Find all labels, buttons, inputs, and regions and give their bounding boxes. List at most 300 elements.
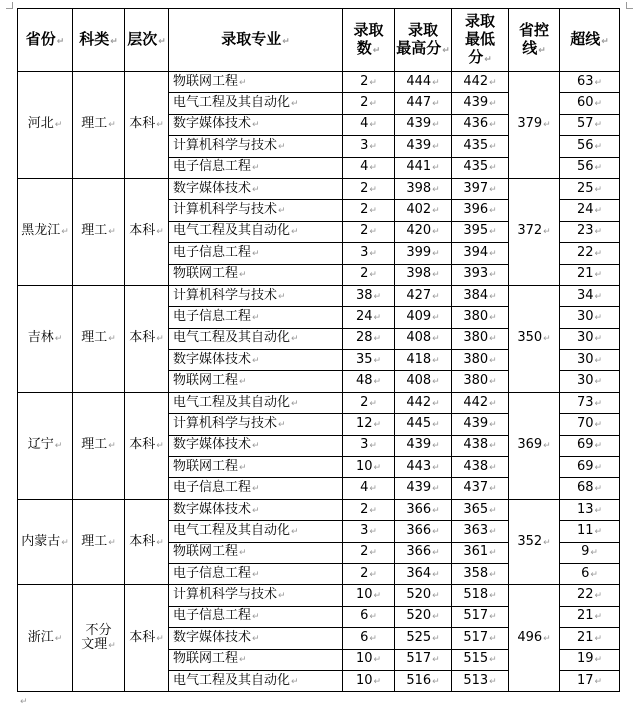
level-cell: 本科↵ — [125, 178, 169, 285]
paragraph-return-icon: ↵ — [110, 36, 118, 47]
level-cell: 本科↵ — [125, 72, 169, 179]
min-score-cell: 395↵ — [452, 221, 509, 242]
paragraph-return-icon: ↵ — [369, 270, 377, 281]
paragraph-return-icon: ↵ — [156, 537, 164, 548]
province-cell: 内蒙古↵ — [18, 499, 73, 585]
major-cell: 物联网工程↵ — [169, 264, 343, 285]
major-cell: 数字媒体技术↵ — [169, 499, 343, 520]
paragraph-return-icon: ↵ — [594, 291, 603, 302]
paragraph-return-icon: ↵ — [594, 163, 603, 174]
min-score-cell: 397↵ — [452, 178, 509, 199]
major-cell: 电子信息工程↵ — [169, 478, 343, 499]
max-score-cell: 366↵ — [395, 521, 452, 542]
max-score-cell: 399↵ — [395, 243, 452, 264]
category-cell: 不分 文理↵ — [73, 585, 125, 692]
paragraph-return-icon: ↵ — [432, 441, 440, 452]
paragraph-return-icon: ↵ — [489, 355, 497, 366]
paragraph-return-icon: ↵ — [594, 184, 603, 195]
paragraph-return-icon: ↵ — [369, 77, 377, 88]
paragraph-return-icon: ↵ — [373, 591, 382, 602]
paragraph-return-icon: ↵ — [158, 36, 166, 47]
paragraph-return-icon: ↵ — [432, 612, 440, 623]
paragraph-return-icon: ↵ — [252, 441, 260, 452]
min-score-cell: 438↵ — [452, 435, 509, 456]
paragraph-return-icon: ↵ — [369, 120, 377, 131]
paragraph-return-icon: ↵ — [601, 36, 609, 47]
max-score-cell: 398↵ — [395, 264, 452, 285]
max-score-cell: 442↵ — [395, 392, 452, 413]
max-score-cell: 402↵ — [395, 200, 452, 221]
control-line-cell: 369↵ — [509, 392, 560, 499]
min-score-cell: 442↵ — [452, 392, 509, 413]
paragraph-return-icon: ↵ — [489, 591, 497, 602]
max-score-cell: 439↵ — [395, 478, 452, 499]
paragraph-return-icon: ↵ — [489, 419, 497, 430]
paragraph-return-icon: ↵ — [543, 227, 551, 238]
max-score-cell: 520↵ — [395, 585, 452, 606]
max-score-cell: 408↵ — [395, 328, 452, 349]
count-cell: 10↵ — [343, 670, 395, 691]
paragraph-return-icon: ↵ — [489, 441, 497, 452]
count-cell: 10↵ — [343, 649, 395, 670]
over-line-cell: 60↵ — [560, 93, 620, 114]
paragraph-return-icon: ↵ — [373, 355, 382, 366]
paragraph-return-icon: ↵ — [369, 163, 377, 174]
paragraph-return-icon: ↵ — [489, 163, 497, 174]
paragraph-return-icon: ↵ — [489, 569, 497, 580]
paragraph-return-icon: ↵ — [594, 419, 603, 430]
control-line-cell: 372↵ — [509, 178, 560, 285]
paragraph-return-icon: ↵ — [489, 526, 497, 537]
paragraph-return-icon: ↵ — [432, 655, 440, 666]
max-score-cell: 520↵ — [395, 606, 452, 627]
min-score-cell: 396↵ — [452, 200, 509, 221]
max-score-cell: 525↵ — [395, 628, 452, 649]
paragraph-return-icon: ↵ — [252, 184, 260, 195]
province-cell: 河北↵ — [18, 72, 73, 179]
paragraph-return-icon: ↵ — [432, 526, 440, 537]
paragraph-return-icon: ↵ — [432, 505, 440, 516]
paragraph-return-icon: ↵ — [432, 141, 440, 152]
paragraph-return-icon: ↵ — [543, 334, 551, 345]
max-score-cell: 409↵ — [395, 307, 452, 328]
over-line-cell: 63↵ — [560, 72, 620, 93]
category-cell: 理工↵ — [73, 392, 125, 499]
paragraph-return-icon: ↵ — [156, 441, 164, 452]
max-score-cell: 366↵ — [395, 499, 452, 520]
paragraph-return-icon: ↵ — [543, 120, 551, 131]
max-score-cell: 517↵ — [395, 649, 452, 670]
count-cell: 4↵ — [343, 114, 395, 135]
count-cell: 3↵ — [343, 521, 395, 542]
control-line-cell: 379↵ — [509, 72, 560, 179]
count-cell: 10↵ — [343, 585, 395, 606]
count-cell: 2↵ — [343, 499, 395, 520]
major-cell: 物联网工程↵ — [169, 457, 343, 478]
count-cell: 2↵ — [343, 392, 395, 413]
paragraph-return-icon: ↵ — [432, 227, 440, 238]
max-score-cell: 420↵ — [395, 221, 452, 242]
major-cell: 电气工程及其自动化↵ — [169, 328, 343, 349]
paragraph-return-icon: ↵ — [543, 633, 551, 644]
major-cell: 物联网工程↵ — [169, 72, 343, 93]
count-cell: 2↵ — [343, 563, 395, 584]
major-cell: 电气工程及其自动化↵ — [169, 93, 343, 114]
paragraph-return-icon: ↵ — [54, 441, 63, 452]
over-line-cell: 30↵ — [560, 371, 620, 392]
paragraph-return-icon: ↵ — [291, 526, 299, 537]
paragraph-return-icon: ↵ — [432, 569, 440, 580]
count-cell: 3↵ — [343, 136, 395, 157]
paragraph-return-icon: ↵ — [538, 45, 546, 56]
paragraph-return-icon: ↵ — [369, 484, 377, 495]
paragraph-return-icon: ↵ — [489, 141, 497, 152]
major-cell: 数字媒体技术↵ — [169, 178, 343, 199]
paragraph-return-icon: ↵ — [239, 77, 247, 88]
paragraph-return-icon: ↵ — [291, 99, 299, 110]
major-cell: 计算机科学与技术↵ — [169, 285, 343, 306]
header-level: 层次↵ — [125, 9, 169, 72]
paragraph-return-icon: ↵ — [489, 312, 497, 323]
paragraph-return-icon: ↵ — [432, 548, 440, 559]
paragraph-return-icon: ↵ — [594, 141, 603, 152]
paragraph-return-icon: ↵ — [489, 99, 497, 110]
min-score-cell: 380↵ — [452, 328, 509, 349]
over-line-cell: 70↵ — [560, 414, 620, 435]
count-cell: 24↵ — [343, 307, 395, 328]
header-over-line: 超线↵ — [560, 9, 620, 72]
paragraph-return-icon: ↵ — [432, 484, 440, 495]
paragraph-return-icon: ↵ — [594, 505, 603, 516]
count-cell: 38↵ — [343, 285, 395, 306]
paragraph-return-icon: ↵ — [594, 355, 603, 366]
paragraph-return-icon: ↵ — [432, 419, 440, 430]
max-score-cell: 418↵ — [395, 350, 452, 371]
paragraph-return-icon: ↵ — [489, 227, 497, 238]
paragraph-return-icon: ↵ — [489, 612, 497, 623]
min-score-cell: 363↵ — [452, 521, 509, 542]
major-cell: 电子信息工程↵ — [169, 157, 343, 178]
paragraph-return-icon: ↵ — [373, 462, 382, 473]
max-score-cell: 447↵ — [395, 93, 452, 114]
paragraph-return-icon: ↵ — [252, 163, 260, 174]
paragraph-return-icon: ↵ — [369, 633, 377, 644]
paragraph-return-icon: ↵ — [291, 676, 299, 687]
province-cell: 浙江↵ — [18, 585, 73, 692]
paragraph-return-icon: ↵ — [489, 120, 497, 131]
major-cell: 数字媒体技术↵ — [169, 628, 343, 649]
count-cell: 2↵ — [343, 221, 395, 242]
header-category: 科类↵ — [73, 9, 125, 72]
paragraph-return-icon: ↵ — [489, 676, 497, 687]
max-score-cell: 427↵ — [395, 285, 452, 306]
major-cell: 电气工程及其自动化↵ — [169, 670, 343, 691]
header-row — [18, 9, 620, 72]
table-row — [18, 499, 620, 520]
max-score-cell: 516↵ — [395, 670, 452, 691]
major-cell: 计算机科学与技术↵ — [169, 585, 343, 606]
paragraph-return-icon: ↵ — [108, 441, 116, 452]
min-score-cell: 442↵ — [452, 72, 509, 93]
count-cell: 3↵ — [343, 435, 395, 456]
over-line-cell: 24↵ — [560, 200, 620, 221]
count-cell: 2↵ — [343, 93, 395, 114]
count-cell: 48↵ — [343, 371, 395, 392]
paragraph-return-icon: ↵ — [432, 462, 440, 473]
paragraph-return-icon: ↵ — [54, 633, 63, 644]
count-cell: 6↵ — [343, 606, 395, 627]
count-cell: 3↵ — [343, 243, 395, 264]
paragraph-return-icon: ↵ — [108, 537, 116, 548]
over-line-cell: 30↵ — [560, 350, 620, 371]
paragraph-return-icon: ↵ — [239, 462, 247, 473]
paragraph-return-icon: ↵ — [373, 291, 382, 302]
paragraph-return-icon: ↵ — [369, 526, 377, 537]
paragraph-return-icon: ↵ — [489, 291, 497, 302]
page-corner-mark-top-right — [626, 2, 633, 9]
paragraph-return-icon: ↵ — [156, 334, 164, 345]
major-cell: 电气工程及其自动化↵ — [169, 392, 343, 413]
header-min-score: 录取 最低 分↵ — [452, 9, 509, 72]
major-cell: 计算机科学与技术↵ — [169, 200, 343, 221]
paragraph-return-icon: ↵ — [594, 99, 603, 110]
min-score-cell: 518↵ — [452, 585, 509, 606]
count-cell: 2↵ — [343, 178, 395, 199]
major-cell: 电气工程及其自动化↵ — [169, 221, 343, 242]
paragraph-return-icon: ↵ — [432, 163, 440, 174]
header-count: 录取 数↵ — [343, 9, 395, 72]
paragraph-return-icon: ↵ — [108, 640, 116, 651]
paragraph-return-icon: ↵ — [369, 398, 377, 409]
paragraph-return-icon: ↵ — [156, 227, 164, 238]
paragraph-return-icon: ↵ — [252, 484, 260, 495]
paragraph-return-icon: ↵ — [489, 398, 497, 409]
paragraph-return-icon: ↵ — [489, 377, 497, 388]
paragraph-return-icon: ↵ — [594, 206, 603, 217]
paragraph-return-icon: ↵ — [291, 227, 299, 238]
paragraph-return-icon: ↵ — [369, 206, 377, 217]
paragraph-return-icon: ↵ — [594, 526, 603, 537]
paragraph-return-icon: ↵ — [369, 184, 377, 195]
major-cell: 电子信息工程↵ — [169, 563, 343, 584]
paragraph-return-icon: ↵ — [489, 548, 497, 559]
paragraph-return-icon: ↵ — [372, 45, 381, 56]
paragraph-return-icon: ↵ — [61, 537, 69, 548]
paragraph-return-icon: ↵ — [594, 77, 603, 88]
major-cell: 数字媒体技术↵ — [169, 350, 343, 371]
major-cell: 电子信息工程↵ — [169, 243, 343, 264]
paragraph-return-icon: ↵ — [252, 569, 260, 580]
major-cell: 电子信息工程↵ — [169, 307, 343, 328]
min-score-cell: 380↵ — [452, 350, 509, 371]
over-line-cell: 69↵ — [560, 457, 620, 478]
category-cell: 理工↵ — [73, 285, 125, 392]
min-score-cell: 436↵ — [452, 114, 509, 135]
level-cell: 本科↵ — [125, 392, 169, 499]
paragraph-return-icon: ↵ — [594, 676, 603, 687]
paragraph-return-icon: ↵ — [594, 462, 603, 473]
paragraph-return-icon: ↵ — [543, 537, 551, 548]
major-cell: 计算机科学与技术↵ — [169, 414, 343, 435]
count-cell: 10↵ — [343, 457, 395, 478]
over-line-cell: 21↵ — [560, 606, 620, 627]
count-cell: 4↵ — [343, 157, 395, 178]
over-line-cell: 11↵ — [560, 521, 620, 542]
table-row — [18, 392, 620, 413]
over-line-cell: 25↵ — [560, 178, 620, 199]
paragraph-return-icon: ↵ — [489, 206, 497, 217]
paragraph-return-icon: ↵ — [373, 334, 382, 345]
min-score-cell: 365↵ — [452, 499, 509, 520]
paragraph-return-icon: ↵ — [373, 377, 382, 388]
paragraph-return-icon: ↵ — [432, 270, 440, 281]
paragraph-return-icon: ↵ — [278, 141, 286, 152]
paragraph-return-icon: ↵ — [252, 120, 260, 131]
province-cell: 黑龙江↵ — [18, 178, 73, 285]
paragraph-return-icon: ↵ — [239, 655, 247, 666]
min-score-cell: 358↵ — [452, 563, 509, 584]
min-score-cell: 361↵ — [452, 542, 509, 563]
paragraph-return-icon: ↵ — [432, 398, 440, 409]
max-score-cell: 443↵ — [395, 457, 452, 478]
over-line-cell: 13↵ — [560, 499, 620, 520]
paragraph-return-icon: ↵ — [278, 591, 286, 602]
paragraph-return-icon: ↵ — [432, 206, 440, 217]
paragraph-return-icon: ↵ — [432, 355, 440, 366]
over-line-cell: 57↵ — [560, 114, 620, 135]
paragraph-return-icon: ↵ — [156, 633, 164, 644]
paragraph-return-icon: ↵ — [489, 184, 497, 195]
level-cell: 本科↵ — [125, 585, 169, 692]
major-cell: 物联网工程↵ — [169, 371, 343, 392]
table-row — [18, 72, 620, 93]
paragraph-return-icon: ↵ — [252, 612, 260, 623]
paragraph-return-icon: ↵ — [432, 633, 440, 644]
paragraph-return-icon: ↵ — [432, 334, 440, 345]
paragraph-return-icon: ↵ — [489, 334, 497, 345]
over-line-cell: 34↵ — [560, 285, 620, 306]
min-score-cell: 438↵ — [452, 457, 509, 478]
paragraph-return-icon: ↵ — [489, 270, 497, 281]
paragraph-return-icon: ↵ — [156, 120, 164, 131]
over-line-cell: 17↵ — [560, 670, 620, 691]
paragraph-return-icon: ↵ — [239, 377, 247, 388]
paragraph-return-icon: ↵ — [432, 120, 440, 131]
paragraph-return-icon: ↵ — [369, 99, 377, 110]
count-cell: 28↵ — [343, 328, 395, 349]
min-score-cell: 435↵ — [452, 136, 509, 157]
paragraph-return-icon: ↵ — [432, 248, 440, 259]
control-line-cell: 350↵ — [509, 285, 560, 392]
header-max-score: 录取 最高分↵ — [395, 9, 452, 72]
over-line-cell: 30↵ — [560, 307, 620, 328]
major-cell: 电气工程及其自动化↵ — [169, 521, 343, 542]
paragraph-return-icon: ↵ — [252, 633, 260, 644]
paragraph-return-icon: ↵ — [373, 312, 382, 323]
paragraph-return-icon: ↵ — [590, 569, 598, 580]
paragraph-return-icon: ↵ — [594, 591, 603, 602]
major-cell: 数字媒体技术↵ — [169, 114, 343, 135]
paragraph-return-icon: ↵ — [20, 697, 28, 707]
over-line-cell: 30↵ — [560, 328, 620, 349]
count-cell: 12↵ — [343, 414, 395, 435]
max-score-cell: 444↵ — [395, 72, 452, 93]
over-line-cell: 19↵ — [560, 649, 620, 670]
paragraph-return-icon: ↵ — [282, 36, 290, 47]
major-cell: 物联网工程↵ — [169, 542, 343, 563]
paragraph-return-icon: ↵ — [369, 441, 377, 452]
over-line-cell: 23↵ — [560, 221, 620, 242]
paragraph-return-icon: ↵ — [291, 398, 299, 409]
over-line-cell: 21↵ — [560, 628, 620, 649]
over-line-cell: 73↵ — [560, 392, 620, 413]
paragraph-return-icon: ↵ — [594, 655, 603, 666]
min-score-cell: 439↵ — [452, 93, 509, 114]
paragraph-return-icon: ↵ — [369, 227, 377, 238]
max-score-cell: 366↵ — [395, 542, 452, 563]
max-score-cell: 439↵ — [395, 114, 452, 135]
min-score-cell: 394↵ — [452, 243, 509, 264]
paragraph-return-icon: ↵ — [432, 99, 440, 110]
paragraph-return-icon: ↵ — [489, 505, 497, 516]
max-score-cell: 408↵ — [395, 371, 452, 392]
min-score-cell: 517↵ — [452, 628, 509, 649]
paragraph-return-icon: ↵ — [373, 676, 382, 687]
paragraph-return-icon: ↵ — [594, 248, 603, 259]
max-score-cell: 445↵ — [395, 414, 452, 435]
paragraph-return-icon: ↵ — [594, 120, 603, 131]
paragraph-return-icon: ↵ — [594, 227, 603, 238]
max-score-cell: 364↵ — [395, 563, 452, 584]
paragraph-return-icon: ↵ — [594, 612, 603, 623]
paragraph-return-icon: ↵ — [278, 291, 286, 302]
over-line-cell: 22↵ — [560, 585, 620, 606]
paragraph-return-icon: ↵ — [594, 398, 603, 409]
over-line-cell: 69↵ — [560, 435, 620, 456]
header-major: 录取专业↵ — [169, 9, 343, 72]
over-line-cell: 21↵ — [560, 264, 620, 285]
major-cell: 数字媒体技术↵ — [169, 435, 343, 456]
level-cell: 本科↵ — [125, 499, 169, 585]
over-line-cell: 56↵ — [560, 136, 620, 157]
max-score-cell: 439↵ — [395, 136, 452, 157]
paragraph-return-icon: ↵ — [432, 312, 440, 323]
count-cell: 35↵ — [343, 350, 395, 371]
header-province: 省份↵ — [18, 9, 73, 72]
paragraph-return-icon: ↵ — [239, 548, 247, 559]
paragraph-return-icon: ↵ — [373, 655, 382, 666]
paragraph-return-icon: ↵ — [369, 141, 377, 152]
min-score-cell: 439↵ — [452, 414, 509, 435]
major-cell: 物联网工程↵ — [169, 649, 343, 670]
min-score-cell: 515↵ — [452, 649, 509, 670]
paragraph-return-icon: ↵ — [594, 633, 603, 644]
paragraph-return-icon: ↵ — [239, 270, 247, 281]
count-cell: 4↵ — [343, 478, 395, 499]
paragraph-return-icon: ↵ — [432, 77, 440, 88]
paragraph-return-icon: ↵ — [369, 248, 377, 259]
page-corner-mark-top-left — [6, 2, 13, 9]
paragraph-return-icon: ↵ — [252, 248, 260, 259]
min-score-cell: 437↵ — [452, 478, 509, 499]
paragraph-return-icon: ↵ — [484, 54, 492, 65]
over-line-cell: 22↵ — [560, 243, 620, 264]
paragraph-return-icon: ↵ — [594, 312, 603, 323]
paragraph-return-icon: ↵ — [369, 505, 377, 516]
major-cell: 电子信息工程↵ — [169, 606, 343, 627]
min-score-cell: 384↵ — [452, 285, 509, 306]
max-score-cell: 398↵ — [395, 178, 452, 199]
